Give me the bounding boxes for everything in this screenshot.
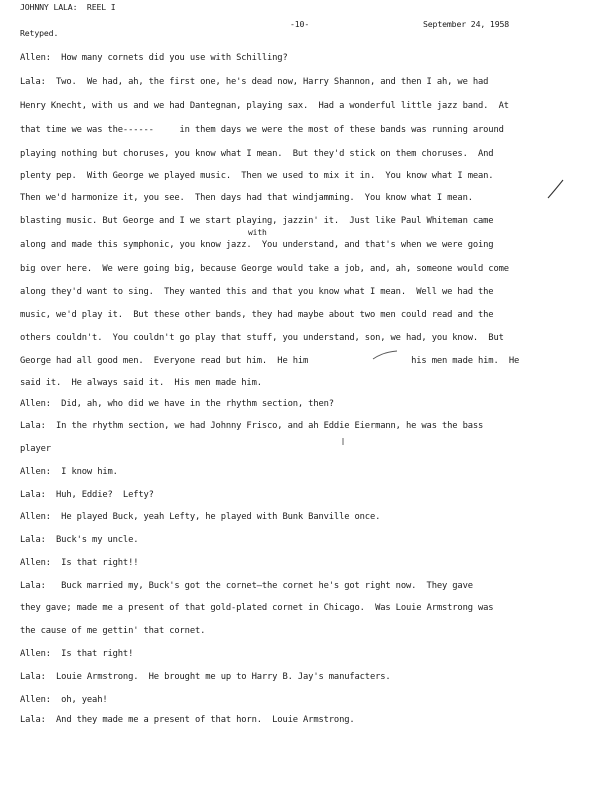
transcript-line: along they'd want to sing. They wanted this and that you know what I mean. Well we had the [20,287,494,297]
transcript-line: Henry Knecht, with us and we had Dantegnan, playing sax. Had a wonderful little jazz band. At [20,101,509,111]
interlinear-insert: with [248,228,267,237]
transcript-line: Lala: Huh, Eddie? Lefty? [20,490,154,500]
transcript-line: Lala: Buck's my uncle. [20,535,139,545]
transcript-line: that time we was the------ in them days we were the most of these bands was running around [20,125,504,135]
transcript-line: player [20,444,51,454]
transcript-line: Lala: Two. We had, ah, the first one, he's dead now, Harry Shannon, and then I ah, we had [20,77,489,87]
transcript-line: Allen: How many cornets did you use with Schilling? [20,53,288,63]
page-number: -10- [290,19,310,29]
pencil-tick-mark [371,348,401,362]
transcript-line: music, we'd play it. But these other bands, they had maybe about two men could read and the [20,310,494,320]
transcript-line: the cause of me gettin' that cornet. [20,626,206,636]
transcript-line: Allen: I know him. [20,467,118,477]
transcript-line: big over here. We were going big, because George would take a job, and, ah, someone would come [20,264,509,274]
transcript-line: Lala: Buck married my, Buck's got the cornet—the cornet he's got right now. They gave [20,581,473,591]
running-title: JOHNNY LALA: REEL I [20,2,116,12]
transcript-line: along and made this symphonic, you know jazz. You understand, and that's when we were going [20,240,494,250]
transcript-line: Then we'd harmonize it, you see. Then days had that windjamming. You know what I mean. [20,193,473,203]
transcript-line: blasting music. But George and I we start playing, jazzin' it. Just like Paul Whiteman came [20,216,494,226]
retyped-note: Retyped. [20,28,59,38]
transcript-line: they gave; made me a present of that gold-plated cornet in Chicago. Was Louie Armstrong was [20,603,494,613]
transcript-line: Allen: Did, ah, who did we have in the rhythm section, then? [20,399,334,409]
transcript-line: Allen: He played Buck, yeah Lefty, he played with Bunk Banville once. [20,512,381,522]
transcript-line: said it. He always said it. His men made him. [20,378,262,388]
transcript-line: Allen: Is that right! [20,649,134,659]
transcript-line: plenty pep. With George we played music. Then we used to mix it in. You know what I mean. [20,171,494,181]
transcript-line: Lala: In the rhythm section, we had Johnny Frisco, and ah Eddie Eiermann, he was the bass [20,421,484,431]
page-date: September 24, 1958 [423,19,510,29]
pencil-stray-mark [340,437,346,447]
transcript-line: Lala: And they made me a present of that horn. Louie Armstrong. [20,715,355,725]
transcript-line: Lala: Louie Armstrong. He brought me up to Harry B. Jay's manufacters. [20,672,391,682]
transcript-line: George had all good men. Everyone read but him. He him his men made him. He [20,356,520,366]
pencil-check-mark [546,178,566,200]
transcript-line: Allen: oh, yeah! [20,695,108,705]
transcript-line: others couldn't. You couldn't go play that stuff, you understand, son, we had, you know. But [20,333,504,343]
transcript-line: Allen: Is that right!! [20,558,139,568]
transcript-line: playing nothing but choruses, you know what I mean. But they'd stick on them choruses. And [20,149,494,159]
